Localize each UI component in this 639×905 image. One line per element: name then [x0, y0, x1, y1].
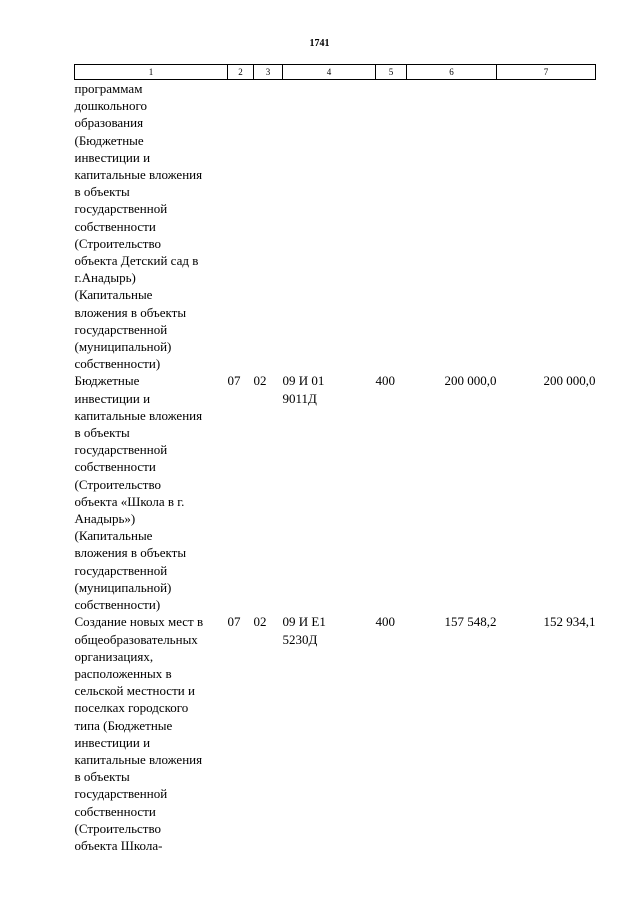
- row-amount-1: [407, 80, 497, 373]
- budget-table: [74, 64, 596, 854]
- row-target-article: 09 И Е1 5230Д: [282, 614, 326, 647]
- row-amount-1: 157 548,2: [444, 614, 497, 630]
- table-row: [75, 80, 596, 373]
- column-header: 2: [228, 65, 254, 80]
- table-row: [75, 613, 596, 854]
- row-subsection-code: 02: [253, 373, 267, 389]
- row-section-code: 07: [227, 614, 241, 630]
- row-subsection-code: [254, 80, 283, 373]
- table-row: [75, 372, 596, 613]
- row-expense-type: 400: [375, 614, 395, 630]
- row-description: Бюджетные инвестиции и капитальные вложения в объекты государственной собственности (Строительство объекта «Школа в г. Анадырь») (Капитальные вложения в объекты государственной (муниципальной) собственности): [74, 373, 203, 613]
- row-description: программам дошкольного образования (Бюджетные инвестиции и капитальные вложения в объекты государственной собственности (Строительство объекта Детский сад в г.Анадырь) (Капитальные вложения в объекты государственной (муниципальной) собственности): [74, 81, 203, 372]
- row-target-article: [283, 80, 376, 373]
- row-expense-type: [376, 80, 407, 373]
- column-header: 6: [407, 65, 497, 80]
- row-section-code: 07: [227, 373, 241, 389]
- row-subsection-code: 02: [253, 614, 267, 630]
- row-section-code: [228, 80, 254, 373]
- column-header: 4: [283, 65, 376, 80]
- row-description: Создание новых мест в общеобразовательных организациях, расположенных в сельской местности и поселках городского типа (Бюджетные инвестиции и капитальные вложения в объекты государственной собственности (Строительство объекта Школа-: [74, 614, 204, 853]
- column-header: 7: [497, 65, 596, 80]
- row-amount-1: 200 000,0: [444, 373, 497, 389]
- column-header: 1: [75, 65, 228, 80]
- column-header: 5: [376, 65, 407, 80]
- row-amount-2: 152 934,1: [543, 614, 596, 630]
- column-header: 3: [254, 65, 283, 80]
- page-number: 1741: [309, 38, 330, 49]
- table-header-row: [75, 65, 596, 80]
- row-target-article: 09 И 01 9011Д: [282, 373, 325, 406]
- row-amount-2: 200 000,0: [543, 373, 596, 389]
- row-amount-2: [497, 80, 596, 373]
- row-expense-type: 400: [375, 373, 395, 389]
